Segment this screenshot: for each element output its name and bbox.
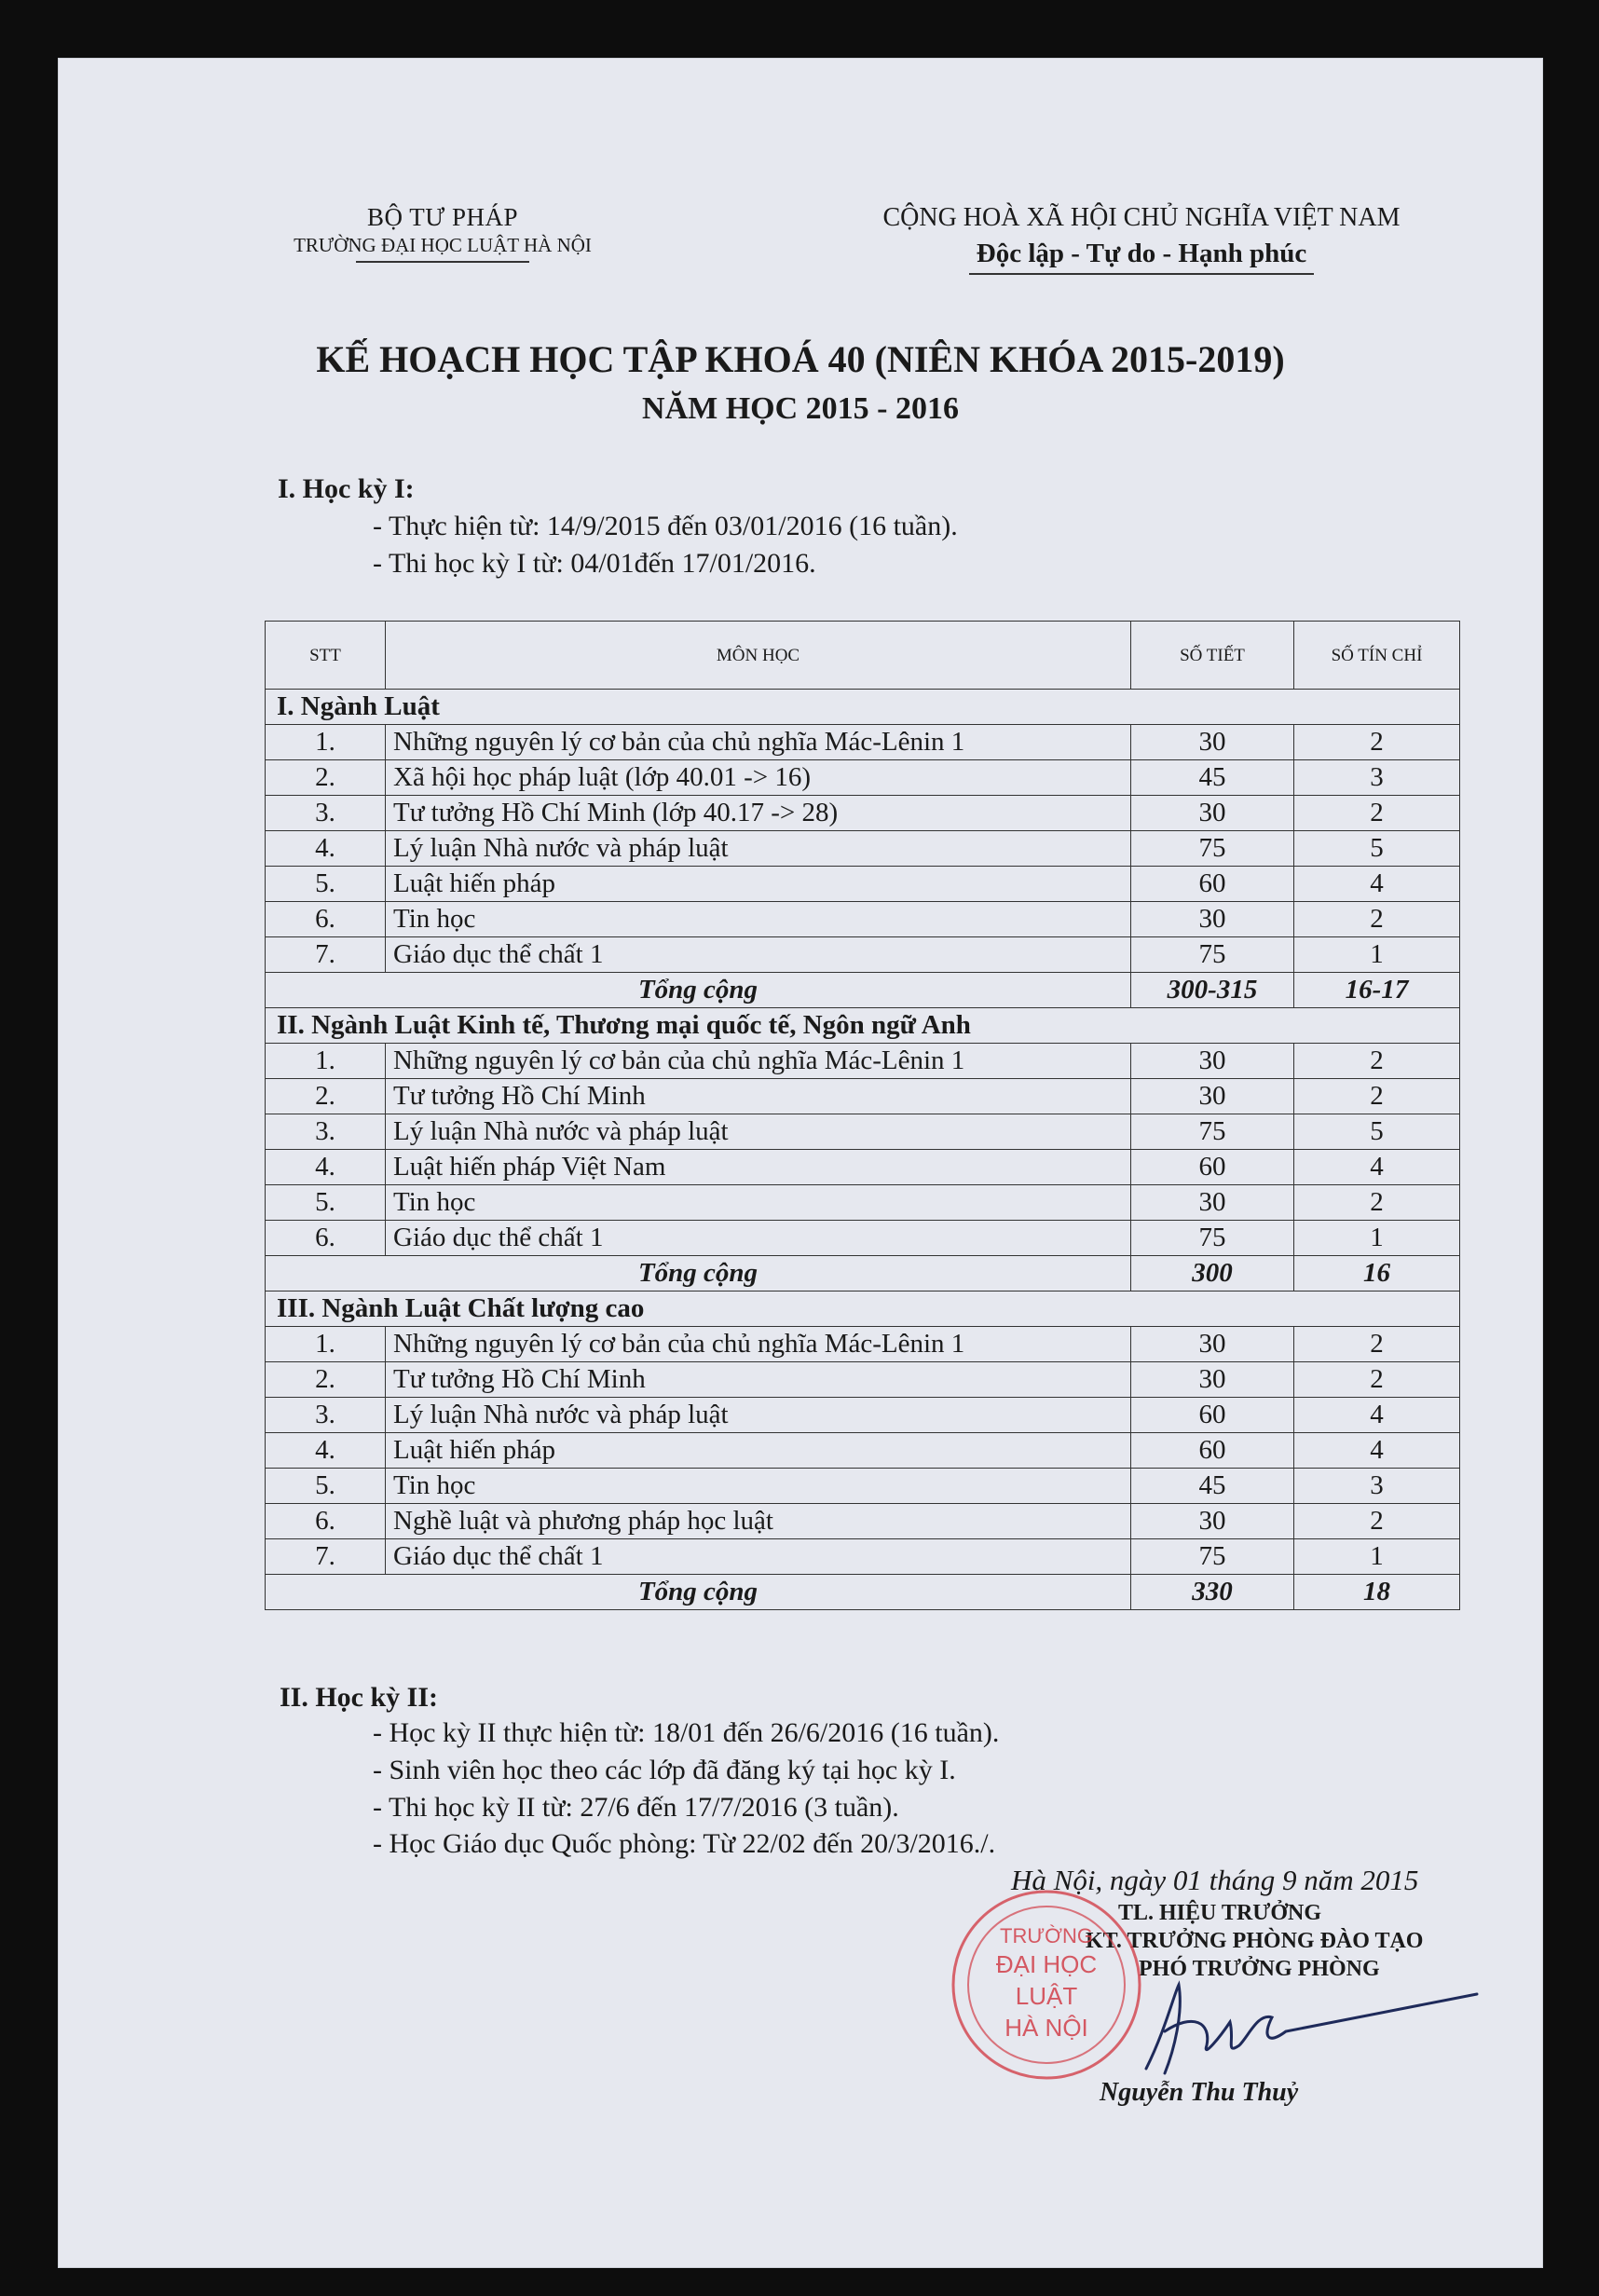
cell-periods: 75 <box>1131 1221 1294 1256</box>
cell-periods: 60 <box>1131 867 1294 902</box>
col-header-subject: MÔN HỌC <box>386 622 1131 690</box>
document-subtitle: NĂM HỌC 2015 - 2016 <box>642 391 959 426</box>
cell-credits: 2 <box>1294 1185 1460 1221</box>
cell-stt: 7. <box>266 1539 386 1575</box>
total-periods: 300-315 <box>1131 973 1294 1008</box>
cell-stt: 2. <box>266 1079 386 1114</box>
cell-credits: 2 <box>1294 1327 1460 1362</box>
cell-periods: 30 <box>1131 796 1294 831</box>
sign-title-3: PHÓ TRƯỞNG PHÒNG <box>1139 1957 1380 1981</box>
cell-stt: 2. <box>266 760 386 796</box>
cell-subject: Lý luận Nhà nước và pháp luật <box>386 831 1131 867</box>
cell-stt: 4. <box>266 1433 386 1469</box>
semester1-line: - Thi học kỳ I từ: 04/01đến 17/01/2016. <box>373 548 816 579</box>
cell-periods: 30 <box>1131 1185 1294 1221</box>
table-row <box>266 796 1460 831</box>
cell-stt: 3. <box>266 796 386 831</box>
table-header-row <box>266 622 1460 690</box>
group-name: III. Ngành Luật Chất lượng cao <box>266 1292 1460 1327</box>
cell-subject: Lý luận Nhà nước và pháp luật <box>386 1398 1131 1433</box>
table-row <box>266 1539 1460 1575</box>
group-row <box>266 690 1460 725</box>
cell-credits: 1 <box>1294 937 1460 973</box>
cell-credits: 3 <box>1294 1469 1460 1504</box>
table-row <box>266 1079 1460 1114</box>
cell-subject: Những nguyên lý cơ bản của chủ nghĩa Mác-Lênin 1 <box>386 1327 1131 1362</box>
cell-stt: 1. <box>266 725 386 760</box>
cell-credits: 2 <box>1294 796 1460 831</box>
semester2-line: - Thi học kỳ II từ: 27/6 đến 17/7/2016 (3 tuần). <box>373 1792 899 1823</box>
table-row <box>266 1504 1460 1539</box>
table-row <box>266 1398 1460 1433</box>
document-title: KẾ HOẠCH HỌC TẬP KHOÁ 40 (NIÊN KHÓA 2015-2019) <box>316 338 1285 380</box>
handwritten-signature <box>1109 1957 1482 2087</box>
cell-subject: Xã hội học pháp luật (lớp 40.01 -> 16) <box>386 760 1131 796</box>
table-row <box>266 1044 1460 1079</box>
table-row <box>266 831 1460 867</box>
total-periods: 330 <box>1131 1575 1294 1610</box>
group-row <box>266 1292 1460 1327</box>
cell-periods: 75 <box>1131 937 1294 973</box>
cell-periods: 45 <box>1131 760 1294 796</box>
table-row <box>266 1327 1460 1362</box>
table-row <box>266 902 1460 937</box>
cell-stt: 7. <box>266 937 386 973</box>
ministry-name: BỘ TƯ PHÁP <box>367 203 518 231</box>
cell-subject: Tư tưởng Hồ Chí Minh <box>386 1079 1131 1114</box>
table-row <box>266 937 1460 973</box>
group-name: II. Ngành Luật Kinh tế, Thương mại quốc tế, Ngôn ngữ Anh <box>266 1008 1460 1044</box>
cell-credits: 2 <box>1294 1504 1460 1539</box>
cell-subject: Lý luận Nhà nước và pháp luật <box>386 1114 1131 1150</box>
semester1-heading: I. Học kỳ I: <box>278 473 415 504</box>
table-row <box>266 1185 1460 1221</box>
total-row <box>266 1575 1460 1610</box>
cell-periods: 30 <box>1131 1504 1294 1539</box>
cell-periods: 30 <box>1131 1044 1294 1079</box>
cell-credits: 5 <box>1294 1114 1460 1150</box>
svg-text:LUẬT: LUẬT <box>1015 1982 1078 2010</box>
cell-periods: 30 <box>1131 725 1294 760</box>
cell-credits: 1 <box>1294 1539 1460 1575</box>
cell-stt: 5. <box>266 867 386 902</box>
cell-credits: 2 <box>1294 902 1460 937</box>
cell-subject: Giáo dục thể chất 1 <box>386 1221 1131 1256</box>
cell-periods: 60 <box>1131 1433 1294 1469</box>
cell-periods: 30 <box>1131 1362 1294 1398</box>
svg-text:HÀ NỘI: HÀ NỘI <box>1004 2014 1088 2042</box>
total-row <box>266 973 1460 1008</box>
sign-title-2: KT. TRƯỞNG PHÒNG ĐÀO TẠO <box>1086 1929 1424 1953</box>
cell-subject: Luật hiến pháp <box>386 867 1131 902</box>
header-left-underline <box>356 261 529 263</box>
group-name: I. Ngành Luật <box>266 690 1460 725</box>
cell-subject: Tin học <box>386 902 1131 937</box>
total-label: Tổng cộng <box>266 973 1131 1008</box>
sign-title-1: TL. HIỆU TRƯỞNG <box>1118 1901 1322 1925</box>
table-row <box>266 725 1460 760</box>
ministry-header <box>289 203 596 263</box>
national-header <box>834 203 1449 275</box>
total-credits: 18 <box>1294 1575 1460 1610</box>
cell-credits: 3 <box>1294 760 1460 796</box>
cell-stt: 1. <box>266 1327 386 1362</box>
cell-periods: 75 <box>1131 1114 1294 1150</box>
cell-credits: 4 <box>1294 867 1460 902</box>
total-credits: 16-17 <box>1294 973 1460 1008</box>
cell-periods: 60 <box>1131 1150 1294 1185</box>
cell-credits: 5 <box>1294 831 1460 867</box>
group-row <box>266 1008 1460 1044</box>
cell-subject: Nghề luật và phương pháp học luật <box>386 1504 1131 1539</box>
cell-stt: 4. <box>266 831 386 867</box>
semester2-heading: II. Học kỳ II: <box>280 1682 439 1713</box>
cell-subject: Tư tưởng Hồ Chí Minh (lớp 40.17 -> 28) <box>386 796 1131 831</box>
cell-credits: 2 <box>1294 725 1460 760</box>
cell-periods: 30 <box>1131 1327 1294 1362</box>
study-plan-table <box>265 621 1460 1610</box>
header-right-underline <box>969 273 1314 275</box>
cell-stt: 5. <box>266 1185 386 1221</box>
table-row <box>266 1362 1460 1398</box>
semester2-line: - Sinh viên học theo các lớp đã đăng ký tại học kỳ I. <box>373 1755 956 1785</box>
country-name: CỘNG HOÀ XÃ HỘI CHỦ NGHĨA VIỆT NAM <box>882 203 1401 232</box>
cell-periods: 45 <box>1131 1469 1294 1504</box>
sign-date: Hà Nội, ngày 01 tháng 9 năm 2015 <box>1011 1864 1419 1896</box>
table-row <box>266 867 1460 902</box>
table-row <box>266 1221 1460 1256</box>
cell-periods: 30 <box>1131 1079 1294 1114</box>
cell-periods: 60 <box>1131 1398 1294 1433</box>
cell-stt: 5. <box>266 1469 386 1504</box>
signer-name: Nguyễn Thu Thuỷ <box>1100 2078 1299 2107</box>
col-header-periods: SỐ TIẾT <box>1131 622 1294 690</box>
cell-subject: Tư tưởng Hồ Chí Minh <box>386 1362 1131 1398</box>
cell-subject: Giáo dục thể chất 1 <box>386 1539 1131 1575</box>
total-label: Tổng cộng <box>266 1575 1131 1610</box>
cell-stt: 6. <box>266 902 386 937</box>
cell-subject: Luật hiến pháp <box>386 1433 1131 1469</box>
cell-stt: 6. <box>266 1504 386 1539</box>
university-name: TRƯỜNG ĐẠI HỌC LUẬT HÀ NỘI <box>294 234 592 256</box>
cell-subject: Tin học <box>386 1185 1131 1221</box>
total-row <box>266 1256 1460 1292</box>
cell-stt: 6. <box>266 1221 386 1256</box>
semester1-line: - Thực hiện từ: 14/9/2015 đến 03/01/2016 (16 tuần). <box>373 511 958 541</box>
cell-credits: 4 <box>1294 1150 1460 1185</box>
cell-stt: 2. <box>266 1362 386 1398</box>
cell-subject: Luật hiến pháp Việt Nam <box>386 1150 1131 1185</box>
table-row <box>266 1114 1460 1150</box>
cell-credits: 2 <box>1294 1079 1460 1114</box>
table-row <box>266 760 1460 796</box>
cell-stt: 1. <box>266 1044 386 1079</box>
semester2-line: - Học kỳ II thực hiện từ: 18/01 đến 26/6/2016 (16 tuần). <box>373 1717 1000 1748</box>
cell-credits: 2 <box>1294 1044 1460 1079</box>
cell-subject: Tin học <box>386 1469 1131 1504</box>
table-row <box>266 1150 1460 1185</box>
cell-subject: Những nguyên lý cơ bản của chủ nghĩa Mác-Lênin 1 <box>386 1044 1131 1079</box>
table-row <box>266 1469 1460 1504</box>
cell-periods: 30 <box>1131 902 1294 937</box>
cell-subject: Giáo dục thể chất 1 <box>386 937 1131 973</box>
total-label: Tổng cộng <box>266 1256 1131 1292</box>
svg-text:TRƯỜNG: TRƯỜNG <box>1000 1924 1093 1948</box>
cell-stt: 4. <box>266 1150 386 1185</box>
svg-text:ĐẠI HỌC: ĐẠI HỌC <box>995 1950 1098 1978</box>
total-periods: 300 <box>1131 1256 1294 1292</box>
col-header-stt: STT <box>266 622 386 690</box>
cell-stt: 3. <box>266 1398 386 1433</box>
cell-periods: 75 <box>1131 831 1294 867</box>
cell-credits: 1 <box>1294 1221 1460 1256</box>
table-row <box>266 1433 1460 1469</box>
cell-stt: 3. <box>266 1114 386 1150</box>
semester2-line: - Học Giáo dục Quốc phòng: Từ 22/02 đến 20/3/2016./. <box>373 1828 996 1859</box>
national-motto: Độc lập - Tự do - Hạnh phúc <box>976 239 1307 268</box>
total-credits: 16 <box>1294 1256 1460 1292</box>
cell-subject: Những nguyên lý cơ bản của chủ nghĩa Mác-Lênin 1 <box>386 725 1131 760</box>
cell-credits: 2 <box>1294 1362 1460 1398</box>
cell-periods: 75 <box>1131 1539 1294 1575</box>
col-header-credits: SỐ TÍN CHỈ <box>1294 622 1460 690</box>
cell-credits: 4 <box>1294 1398 1460 1433</box>
cell-credits: 4 <box>1294 1433 1460 1469</box>
